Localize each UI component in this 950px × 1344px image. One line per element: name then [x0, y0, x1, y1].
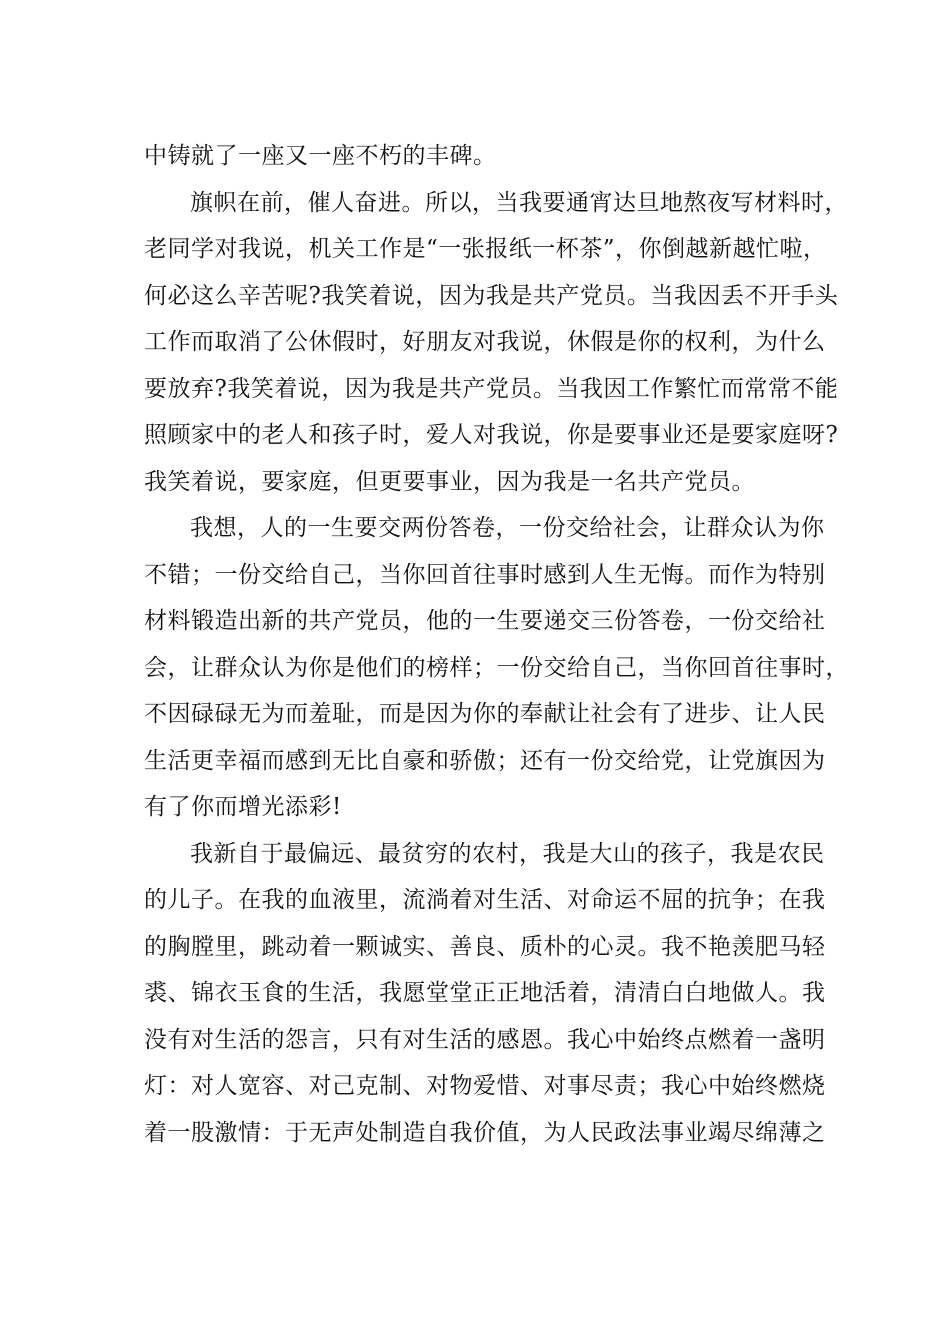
- text-line: 老同学对我说，机关工作是“一张报纸一杯茶”，你倒越新越忙啦，: [144, 236, 827, 262]
- paragraph: [144, 505, 849, 831]
- text-line: 没有对生活的怨言，只有对生活的感恩。我心中始终点燃着一盏明: [144, 1026, 826, 1053]
- text-line: 生活更幸福而感到无比自豪和骄傲；还有一份交给党，让党旗因为: [144, 747, 826, 774]
- document-body: [144, 133, 849, 1156]
- text-line: 灯：对人宽容、对己克制、对物爱惜、对事尽责；我心中始终燃烧: [144, 1073, 826, 1099]
- text-line: 会，让群众认为你是他们的榜样；一份交给自己，当你回首往事时，: [144, 654, 849, 681]
- text-line: 工作而取消了公休假时，好朋友对我说，休假是你的权利，为什么: [144, 329, 826, 355]
- text-line: 的胸膛里，跳动着一颗诚实、善良、质朴的心灵。我不艳羡肥马轻: [144, 933, 826, 960]
- text-line: 照顾家中的老人和孩子时，爱人对我说，你是要事业还是要家庭呀?: [144, 422, 839, 448]
- text-line: 中铸就了一座又一座不朽的丰碑。: [144, 143, 497, 169]
- text-line: 裘、锦衣玉食的生活，我愿堂堂正正地活着，清清白白地做人。我: [144, 980, 826, 1006]
- text-line: 的儿子。在我的血液里，流淌着对生活、对命运不屈的抗争；在我: [144, 887, 826, 913]
- text-line: 何必这么辛苦呢?我笑着说，因为我是共产党员。当我因丢不开手头: [144, 282, 839, 309]
- text-line: 旗帜在前，催人奋进。所以，当我要通宵达旦地熬夜写材料时，: [190, 189, 848, 216]
- text-line: 我新自于最偏远、最贫穷的农村，我是大山的孩子，我是农民: [190, 840, 825, 867]
- text-line: 着一股激情：于无声处制造自我价值，为人民政法事业竭尽绵薄之: [144, 1119, 826, 1146]
- paragraph: [144, 831, 834, 1157]
- paragraph: [144, 133, 834, 180]
- text-line: 不错；一份交给自己，当你回首往事时感到人生无悔。而作为特别: [144, 561, 826, 588]
- text-line: 我笑着说，要家庭，但更要事业，因为我是一名共产党员。: [144, 468, 755, 495]
- text-line: 要放弃?我笑着说，因为我是共产党员。当我因工作繁忙而常常不能: [144, 375, 839, 402]
- text-line: 有了你而增光添彩!: [144, 794, 342, 820]
- text-line: 我想，人的一生要交两份答卷，一份交给社会，让群众认为你: [190, 515, 825, 541]
- text-line: 材料锻造出新的共产党员，他的一生要递交三份答卷，一份交给社: [144, 608, 826, 634]
- text-line: 不因碌碌无为而羞耻，而是因为你的奉献让社会有了进步、让人民: [144, 701, 826, 727]
- paragraph: [144, 180, 848, 506]
